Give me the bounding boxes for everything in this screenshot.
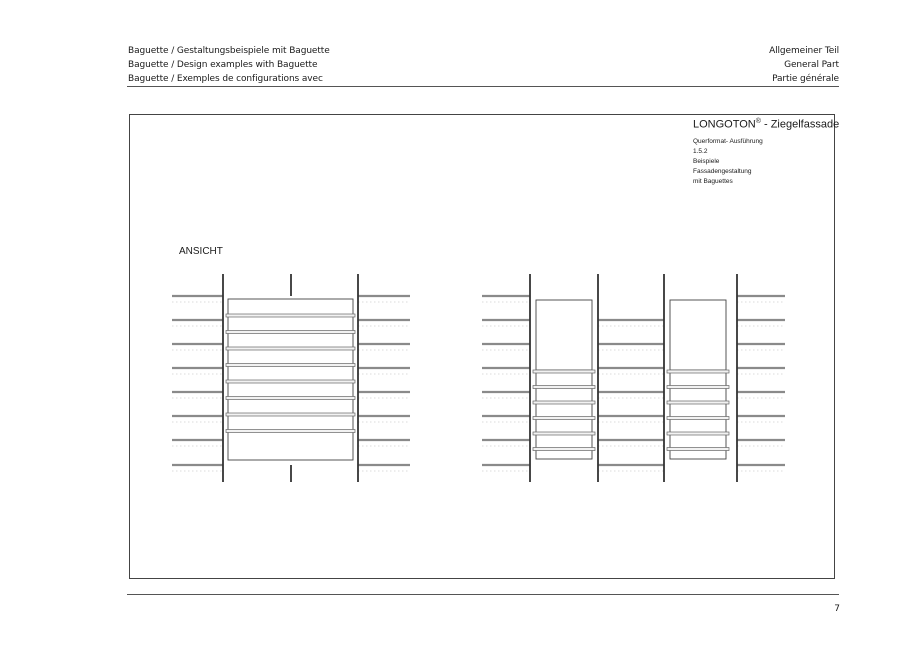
window-opening [670,300,726,370]
baguette-rod [226,413,355,416]
baguette-rod [533,417,595,420]
page-number: 7 [834,604,840,614]
title-block-line: mit Baguettes [693,177,733,185]
baguette-panel-frame [670,372,726,459]
section-line-de: Allgemeiner Teil [769,46,839,56]
facade-elevation-right [482,274,785,482]
header-line-en: Baguette / Design examples with Baguette [128,60,318,70]
view-label: ANSICHT [179,246,223,257]
baguette-rod [533,432,595,435]
baguette-panel-frame [536,372,592,459]
header-line-fr: Baguette / Exemples de configurations avec [128,74,323,84]
baguette-rod [667,386,729,389]
baguette-rod [226,364,355,367]
baguette-rod [667,417,729,420]
title-block-line: Querformat- Ausführung [693,137,763,145]
baguette-rod [667,401,729,404]
baguette-rod [226,314,355,317]
section-line-fr: Partie générale [772,74,839,84]
drawing-title: LONGOTON® - Ziegelfassade [693,118,840,131]
baguette-rod [533,386,595,389]
baguette-rod [533,448,595,451]
baguette-rod [226,397,355,400]
footer-divider [127,594,839,595]
baguette-rod [226,380,355,383]
baguette-rod [226,331,355,334]
facade-elevation-left [172,274,410,482]
title-block-line: 1.5.2 [693,147,708,155]
baguette-rod [533,370,595,373]
baguette-rod [667,432,729,435]
title-block-line: Fassadengestaltung [693,167,752,175]
baguette-rod [226,430,355,433]
baguette-rod [226,347,355,350]
baguette-rod [667,448,729,451]
title-block-line: Beispiele [693,157,720,165]
baguette-rod [667,370,729,373]
baguette-panel-frame [228,299,353,460]
window-opening [536,300,592,370]
section-line-en: General Part [784,60,839,70]
baguette-rod [533,401,595,404]
header-line-de: Baguette / Gestaltungsbeispiele mit Baguette [128,46,330,56]
